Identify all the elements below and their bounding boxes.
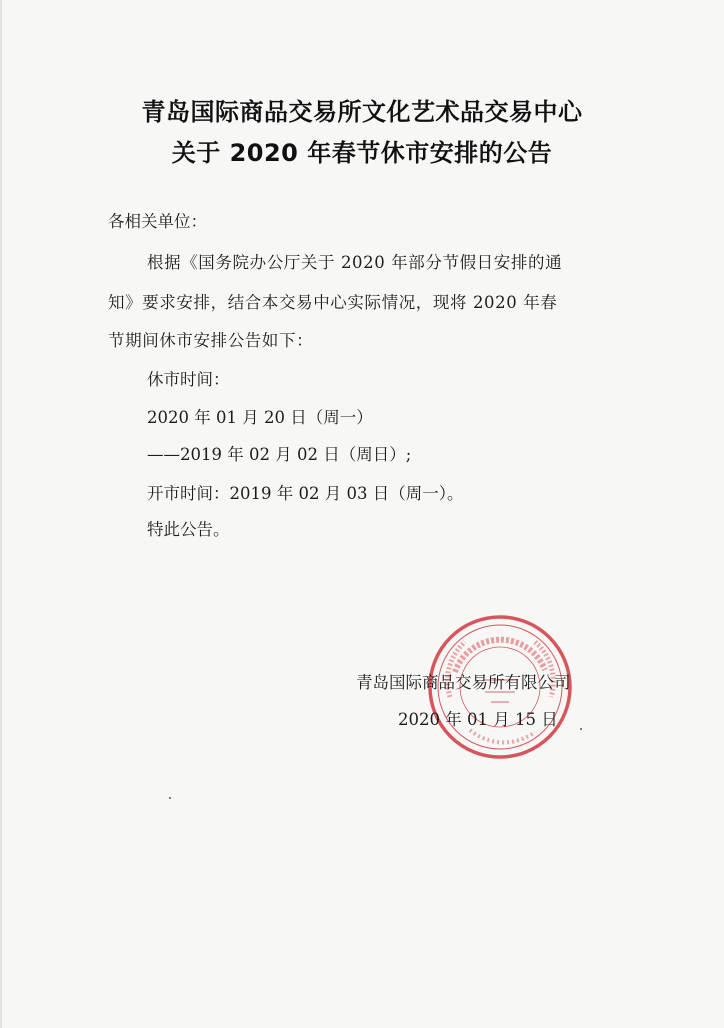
title-line-2: 关于 2020 年春节休市安排的公告 xyxy=(171,139,553,167)
signer-name: 青岛国际商品交易所有限公司 xyxy=(356,673,571,692)
closed-end-date: ——2019 年 02 月 02 日（周日）; xyxy=(147,445,412,464)
closing-remark: 特此公告。 xyxy=(147,520,230,539)
salutation: 各相关单位： xyxy=(108,212,207,231)
paragraph-line-1: 根据《国务院办公厅关于 2020 年部分节假日安排的通 xyxy=(147,253,563,272)
closed-start-date: 2020 年 01 月 20 日（周一） xyxy=(147,408,373,427)
speck-mark xyxy=(169,797,171,799)
title-line-1: 青岛国际商品交易所文化艺术品交易中心 xyxy=(141,98,583,126)
paragraph-line-2: 知》要求安排，结合本交易中心实际情况，现将 2020 年春 xyxy=(108,293,558,312)
paragraph-line-3: 节期间休市安排公告如下： xyxy=(108,331,314,350)
signing-date: 2020 年 01 月 15 日 xyxy=(398,710,558,729)
closed-time-label: 休市时间： xyxy=(147,370,230,389)
reopen-time: 开市时间：2019 年 02 月 03 日（周一）。 xyxy=(147,484,464,503)
speck-mark xyxy=(580,728,582,730)
